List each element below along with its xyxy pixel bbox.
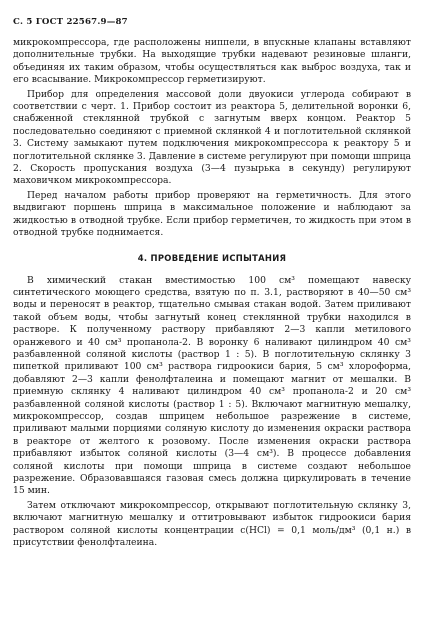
document-page: [13, 14, 411, 549]
section-title: 4. ПРОВЕДЕНИЕ ИСПЫТАНИЯ: [137, 252, 287, 263]
paragraph-4: В химический стакан вместимостью 100 см³ помещают навеску синтетического моющего средства, взятую по п. 3.1, растворяют в 40—50 см³ воды и переносят в реактор, тщательно смывая стакан водой. Затем приливают такой объем воды, чтобы загнутый конец стеклянной трубки находился в растворе. К полученному раствору прибавляют 2—3 капли метилового оранжевого и 40 см³ пропанола-2. В воронку 6 наливают цилиндром 40 см³ разбавленной соляной кислоты (раствор 1 : 5). В поглотительную склянку 3 пипеткой приливают 100 см³ раствора гидроокиси бария, 5 см³ хлороформа, добавляют 2—3 капли фенолфталеина и помещают магнит от мешалки. В приемную склянку 4 наливают цилиндром 40 см³ пропанола-2 и 20 см³ разбавленной соляной кислоты (раствор 1 : 5). Включают магнитную мешалку, микрокомпрессор, создав шприцем небольшое разрежение в системе, приливают малыми порциями соляную кислоту до изменения окраски раствора в реакторе от желтого к розовому. После изменения окраски раствора прибавляют избыток соляной кислоты (3—4 см³). В процессе добавления соляной кислоты при помощи шприца в системе создают небольшое разрежение. Образовавшаяся газовая смесь должна циркулировать в течение 15 мин.: [13, 274, 411, 497]
paragraph-1: микрокомпрессора, где расположены ниппели, в впускные клапаны вставляют дополнительные трубки. На выходящие трубки надевают резиновые шланги, объединяя их таким образом, чтобы осуществляться как выброс воздуха, так и его всасывание. Микрокомпрессор герметизируют.: [13, 37, 411, 86]
paragraph-2: Прибор для определения массовой доли двуокиси углерода собирают в соответствии с черт. 1. Прибор состоит из реактора 5, делительной воронки 6, снабженной стеклянной трубкой с загнутым вверх концом. Реактор 5 последовательно соединяют с приемной склянкой 4 и поглотительной склянкой 3. Систему замыкают путем подключения микрокомпрессора к реактору 5 и поглотительной склянке 3. Давление в системе регулируют при помощи шприца 2. Скорость пропускания воздуха (3—4 пузырька в секунду) регулируют маховичком микрокомпрессора.: [13, 88, 411, 187]
paragraph-3: Перед началом работы прибор проверяют на герметичность. Для этого выдвигают поршень шприца в максимальное положение и наблюдают за жидкостью в отводной трубке. Если прибор герметичен, то жидкость при этом в отводной трубке поднимается.: [13, 189, 411, 239]
paragraph-5: Затем отключают микрокомпрессор, открывают поглотительную склянку 3, включают магнитную мешалку и оттитровывают избыток гидроокиси бария раствором соляной кислоты концентрации c(HCl) = 0,1 моль/дм³ (0,1 н.) в присутствии фенолфталеина.: [13, 499, 411, 549]
page-header: С. 5 ГОСТ 22567.9—87: [13, 17, 128, 27]
